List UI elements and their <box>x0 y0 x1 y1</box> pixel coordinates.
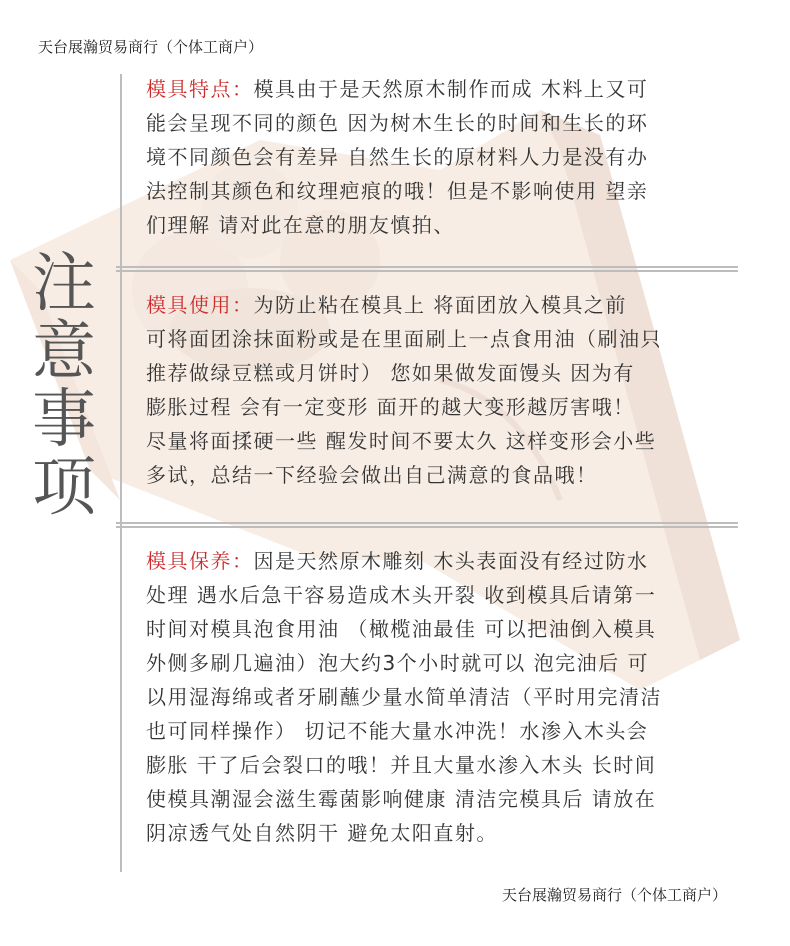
text-line: 境不同颜色会有差异 自然生长的原材料人力是没有办 <box>146 145 649 169</box>
section-text: 模具由于是天然原木制作而成 木料上又可 <box>253 77 649 101</box>
section-heading: 模具使用： <box>146 293 254 317</box>
text-line: 外侧多刷几遍油）泡大约3个小时就可以 泡完油后 可 <box>146 651 649 675</box>
section-heading: 模具特点： <box>146 77 254 101</box>
vertical-divider <box>120 74 122 872</box>
title-char: 意 <box>32 315 96 389</box>
text-line: 也可同样操作） 切记不能大量水冲洗！水渗入木头会 <box>146 719 649 743</box>
shop-name-header: 天台展瀚贸易商行（个体工商户） <box>38 38 264 56</box>
text-line: 能会呈现不同的颜色 因为树木生长的时间和生长的环 <box>146 111 649 135</box>
text-line: 们理解 请对此在意的朋友慎拍、 <box>146 213 455 237</box>
text-line: 阴凉透气处自然阴干 避免太阳直射。 <box>146 821 498 845</box>
text-line: 膨胀 干了后会裂口的哦！并且大量水渗入木头 长时间 <box>146 753 657 777</box>
text-line: 使模具潮湿会滋生霉菌影响健康 清洁完模具后 请放在 <box>146 787 657 811</box>
section-heading: 模具保养： <box>146 549 254 573</box>
text-line: 处理 遇水后急干容易造成木头开裂 收到模具后请第一 <box>146 583 657 607</box>
text-line: 可将面团涂抹面粉或是在里面刷上一点食用油（刷油只 <box>146 327 662 351</box>
text-line: 膨胀过程 会有一定变形 面开的越大变形越厉害哦！ <box>146 395 635 419</box>
text-line: 时间对模具泡食用油 （橄榄油最佳 可以把油倒入模具 <box>146 617 657 641</box>
section-mold-usage <box>146 288 746 492</box>
text-line <box>146 72 746 106</box>
section-mold-care <box>146 544 746 850</box>
shop-name-footer: 天台展瀚贸易商行（个体工商户） <box>502 886 728 904</box>
text-line: 法控制其颜色和纹理疤痕的哦！但是不影响使用 望亲 <box>146 179 649 203</box>
title-char: 项 <box>32 451 96 525</box>
text-line: 以用湿海绵或者牙刷蘸少量水简单清洁（平时用完清洁 <box>146 685 662 709</box>
text-line: 多试，总结一下经验会做出自己满意的食品哦！ <box>146 463 598 487</box>
title-char: 事 <box>32 383 96 457</box>
text-line <box>146 544 746 578</box>
section-divider <box>116 522 738 528</box>
text-line: 尽量将面揉硬一些 醒发时间不要太久 这样变形会小些 <box>146 429 657 453</box>
title-char: 注 <box>32 247 96 321</box>
section-divider <box>116 266 738 272</box>
page-title-notice <box>22 247 106 525</box>
text-line: 推荐做绿豆糕或月饼时） 您如果做发面馒头 因为有 <box>146 361 635 385</box>
section-mold-features <box>146 72 746 242</box>
text-line <box>146 288 746 322</box>
section-text: 因是天然原木雕刻 木头表面没有经过防水 <box>253 549 649 573</box>
section-text: 为防止粘在模具上 将面团放入模具之前 <box>253 293 627 317</box>
